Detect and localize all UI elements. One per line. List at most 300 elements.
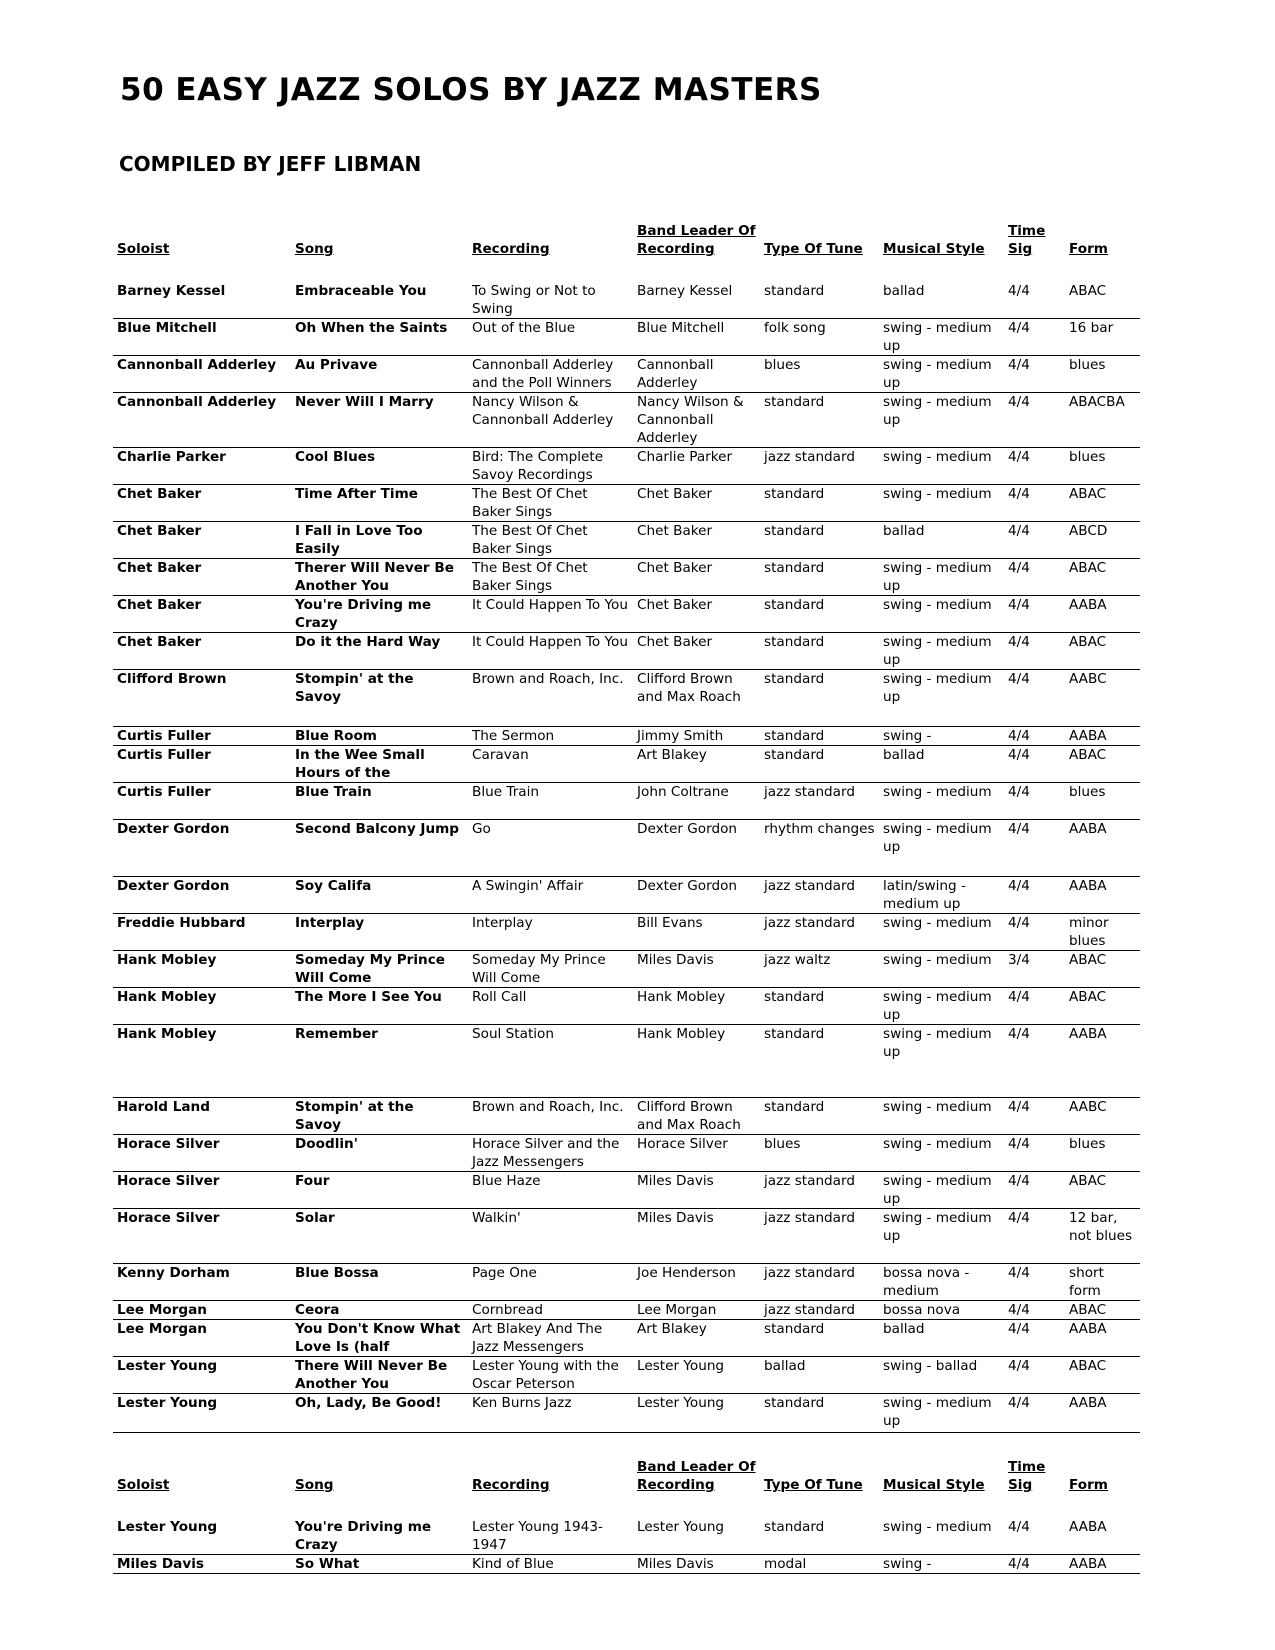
cell-recording: Caravan — [468, 746, 633, 783]
cell-type-of-tune: jazz waltz — [760, 951, 879, 988]
cell-soloist: Chet Baker — [113, 596, 291, 633]
cell-time-sig: 4/4 — [1004, 1209, 1065, 1264]
cell-song: Do it the Hard Way — [291, 633, 468, 670]
cell-band-leader: Lester Young — [633, 1357, 760, 1394]
cell-musical-style: swing - medium — [879, 951, 1004, 988]
cell-recording: It Could Happen To You — [468, 633, 633, 670]
table-row — [113, 1264, 1140, 1301]
cell-band-leader: Barney Kessel — [633, 264, 760, 319]
cell-musical-style: ballad — [879, 1320, 1004, 1357]
cell-form: ABAC — [1065, 1301, 1140, 1320]
cell-time-sig: 4/4 — [1004, 1357, 1065, 1394]
cell-song: You're Driving me Crazy — [291, 1500, 468, 1555]
cell-recording: The Best Of Chet Baker Sings — [468, 522, 633, 559]
cell-soloist: Harold Land — [113, 1098, 291, 1135]
cell-musical-style: swing - medium up — [879, 1394, 1004, 1433]
cell-band-leader: Art Blakey — [633, 746, 760, 783]
table-header-row — [113, 1454, 1140, 1500]
header-time-sig: Time Sig — [1008, 223, 1046, 257]
header-form: Form — [1069, 1477, 1108, 1493]
cell-time-sig: 4/4 — [1004, 1394, 1065, 1433]
cell-type-of-tune: standard — [760, 596, 879, 633]
cell-type-of-tune: standard — [760, 1320, 879, 1357]
cell-musical-style: swing - medium up — [879, 820, 1004, 877]
page-subtitle: COMPILED BY JEFF LIBMAN — [119, 152, 422, 176]
table-row — [113, 1025, 1140, 1098]
cell-type-of-tune: jazz standard — [760, 1301, 879, 1320]
table-row — [113, 951, 1140, 988]
table-row — [113, 820, 1140, 877]
cell-time-sig: 4/4 — [1004, 783, 1065, 820]
cell-musical-style: swing - medium up — [879, 670, 1004, 727]
cell-time-sig: 4/4 — [1004, 485, 1065, 522]
cell-band-leader: Miles Davis — [633, 1209, 760, 1264]
table-row — [113, 1555, 1140, 1574]
cell-band-leader: Clifford Brown and Max Roach — [633, 670, 760, 727]
cell-band-leader: Joe Henderson — [633, 1264, 760, 1301]
cell-form: AABA — [1065, 1394, 1140, 1433]
cell-recording: Lester Young 1943-1947 — [468, 1500, 633, 1555]
cell-soloist: Hank Mobley — [113, 988, 291, 1025]
cell-soloist: Barney Kessel — [113, 264, 291, 319]
cell-type-of-tune: standard — [760, 633, 879, 670]
cell-song: Second Balcony Jump — [291, 820, 468, 877]
cell-soloist: Blue Mitchell — [113, 319, 291, 356]
cell-time-sig: 4/4 — [1004, 633, 1065, 670]
cell-song: Therer Will Never Be Another You — [291, 559, 468, 596]
cell-time-sig: 4/4 — [1004, 448, 1065, 485]
cell-form: ABAC — [1065, 485, 1140, 522]
cell-song: Oh, Lady, Be Good! — [291, 1394, 468, 1433]
cell-time-sig: 4/4 — [1004, 1555, 1065, 1574]
cell-band-leader: Dexter Gordon — [633, 820, 760, 877]
cell-band-leader: Lester Young — [633, 1394, 760, 1433]
cell-time-sig: 4/4 — [1004, 319, 1065, 356]
cell-soloist: Chet Baker — [113, 633, 291, 670]
cell-type-of-tune: standard — [760, 1394, 879, 1433]
cell-time-sig: 4/4 — [1004, 670, 1065, 727]
cell-type-of-tune: jazz standard — [760, 783, 879, 820]
cell-musical-style: ballad — [879, 522, 1004, 559]
header-recording: Recording — [472, 1477, 550, 1493]
table-header-row — [113, 218, 1140, 264]
cell-recording: Cornbread — [468, 1301, 633, 1320]
cell-band-leader: Nancy Wilson & Cannonball Adderley — [633, 393, 760, 448]
cell-type-of-tune: standard — [760, 1025, 879, 1098]
cell-type-of-tune: standard — [760, 727, 879, 746]
header-band-leader: Band Leader Of Recording — [637, 223, 756, 257]
cell-soloist: Hank Mobley — [113, 1025, 291, 1098]
cell-soloist: Kenny Dorham — [113, 1264, 291, 1301]
cell-band-leader: Hank Mobley — [633, 1025, 760, 1098]
cell-song: Never Will I Marry — [291, 393, 468, 448]
table-row — [113, 522, 1140, 559]
cell-time-sig: 4/4 — [1004, 820, 1065, 877]
cell-form: ABAC — [1065, 559, 1140, 596]
cell-song: I Fall in Love Too Easily — [291, 522, 468, 559]
cell-recording: The Best Of Chet Baker Sings — [468, 485, 633, 522]
cell-soloist: Cannonball Adderley — [113, 393, 291, 448]
cell-type-of-tune: blues — [760, 1135, 879, 1172]
cell-type-of-tune: ballad — [760, 1357, 879, 1394]
cell-band-leader: Art Blakey — [633, 1320, 760, 1357]
cell-musical-style: latin/swing - medium up — [879, 877, 1004, 914]
cell-musical-style: swing - medium — [879, 485, 1004, 522]
cell-song: Blue Room — [291, 727, 468, 746]
table-row — [113, 988, 1140, 1025]
cell-musical-style: swing - — [879, 1555, 1004, 1574]
cell-type-of-tune: standard — [760, 746, 879, 783]
cell-type-of-tune: standard — [760, 1500, 879, 1555]
cell-musical-style: swing - medium up — [879, 356, 1004, 393]
cell-type-of-tune: standard — [760, 559, 879, 596]
cell-band-leader: Blue Mitchell — [633, 319, 760, 356]
cell-recording: Horace Silver and the Jazz Messengers — [468, 1135, 633, 1172]
cell-time-sig: 4/4 — [1004, 1264, 1065, 1301]
cell-recording: Roll Call — [468, 988, 633, 1025]
cell-form: ABAC — [1065, 1172, 1140, 1209]
cell-time-sig: 4/4 — [1004, 1025, 1065, 1098]
cell-song: Someday My Prince Will Come — [291, 951, 468, 988]
solos-table-continued — [113, 1454, 1140, 1574]
cell-song: Blue Bossa — [291, 1264, 468, 1301]
header-recording: Recording — [472, 241, 550, 257]
cell-recording: Brown and Roach, Inc. — [468, 1098, 633, 1135]
cell-recording: Ken Burns Jazz — [468, 1394, 633, 1433]
cell-time-sig: 4/4 — [1004, 988, 1065, 1025]
table-row — [113, 596, 1140, 633]
cell-band-leader: Chet Baker — [633, 596, 760, 633]
cell-soloist: Charlie Parker — [113, 448, 291, 485]
table-row — [113, 670, 1140, 727]
cell-band-leader: Chet Baker — [633, 522, 760, 559]
cell-form: ABAC — [1065, 264, 1140, 319]
cell-soloist: Dexter Gordon — [113, 877, 291, 914]
cell-recording: Blue Train — [468, 783, 633, 820]
cell-type-of-tune: standard — [760, 264, 879, 319]
cell-song: Stompin' at the Savoy — [291, 670, 468, 727]
header-soloist: Soloist — [117, 241, 170, 257]
cell-soloist: Cannonball Adderley — [113, 356, 291, 393]
cell-type-of-tune: jazz standard — [760, 448, 879, 485]
cell-recording: A Swingin' Affair — [468, 877, 633, 914]
cell-musical-style: swing - medium up — [879, 1172, 1004, 1209]
cell-soloist: Miles Davis — [113, 1555, 291, 1574]
cell-type-of-tune: jazz standard — [760, 1264, 879, 1301]
cell-song: Interplay — [291, 914, 468, 951]
cell-song: Doodlin' — [291, 1135, 468, 1172]
cell-song: There Will Never Be Another You — [291, 1357, 468, 1394]
cell-form: 12 bar, not blues — [1065, 1209, 1140, 1264]
cell-time-sig: 4/4 — [1004, 1172, 1065, 1209]
cell-recording: Out of the Blue — [468, 319, 633, 356]
cell-time-sig: 4/4 — [1004, 1301, 1065, 1320]
cell-recording: It Could Happen To You — [468, 596, 633, 633]
cell-time-sig: 4/4 — [1004, 1098, 1065, 1135]
cell-band-leader: Hank Mobley — [633, 988, 760, 1025]
table-row — [113, 356, 1140, 393]
cell-soloist: Freddie Hubbard — [113, 914, 291, 951]
cell-musical-style: swing - medium — [879, 448, 1004, 485]
cell-musical-style: swing - medium up — [879, 1025, 1004, 1098]
cell-soloist: Lee Morgan — [113, 1301, 291, 1320]
cell-recording: Brown and Roach, Inc. — [468, 670, 633, 727]
cell-time-sig: 4/4 — [1004, 1135, 1065, 1172]
cell-soloist: Horace Silver — [113, 1135, 291, 1172]
cell-soloist: Curtis Fuller — [113, 746, 291, 783]
cell-recording: Go — [468, 820, 633, 877]
cell-form: ABCD — [1065, 522, 1140, 559]
cell-form: 16 bar — [1065, 319, 1140, 356]
cell-band-leader: Jimmy Smith — [633, 727, 760, 746]
cell-soloist: Lee Morgan — [113, 1320, 291, 1357]
cell-time-sig: 4/4 — [1004, 596, 1065, 633]
cell-form: AABA — [1065, 1320, 1140, 1357]
cell-recording: Interplay — [468, 914, 633, 951]
cell-type-of-tune: jazz standard — [760, 1172, 879, 1209]
table-row — [113, 448, 1140, 485]
cell-song: So What — [291, 1555, 468, 1574]
cell-recording: Page One — [468, 1264, 633, 1301]
header-type-of-tune: Type Of Tune — [764, 241, 863, 257]
cell-form: blues — [1065, 356, 1140, 393]
cell-recording: The Sermon — [468, 727, 633, 746]
table-row — [113, 559, 1140, 596]
cell-form: ABACBA — [1065, 393, 1140, 448]
cell-musical-style: swing - medium — [879, 914, 1004, 951]
cell-song: Remember — [291, 1025, 468, 1098]
cell-soloist: Chet Baker — [113, 485, 291, 522]
cell-time-sig: 4/4 — [1004, 1500, 1065, 1555]
cell-soloist: Lester Young — [113, 1394, 291, 1433]
cell-band-leader: Cannonball Adderley — [633, 356, 760, 393]
cell-musical-style: swing - ballad — [879, 1357, 1004, 1394]
cell-type-of-tune: standard — [760, 1098, 879, 1135]
cell-band-leader: Chet Baker — [633, 559, 760, 596]
cell-soloist: Lester Young — [113, 1357, 291, 1394]
cell-time-sig: 4/4 — [1004, 877, 1065, 914]
cell-time-sig: 3/4 — [1004, 951, 1065, 988]
cell-type-of-tune: standard — [760, 522, 879, 559]
cell-musical-style: swing - medium up — [879, 559, 1004, 596]
cell-time-sig: 4/4 — [1004, 746, 1065, 783]
cell-musical-style: swing - medium up — [879, 319, 1004, 356]
header-time-sig: Time Sig — [1008, 1459, 1046, 1493]
cell-form: minor blues — [1065, 914, 1140, 951]
cell-musical-style: swing - medium up — [879, 1209, 1004, 1264]
cell-song: Ceora — [291, 1301, 468, 1320]
cell-soloist: Dexter Gordon — [113, 820, 291, 877]
cell-soloist: Horace Silver — [113, 1172, 291, 1209]
cell-recording: Walkin' — [468, 1209, 633, 1264]
cell-recording: Nancy Wilson & Cannonball Adderley — [468, 393, 633, 448]
cell-band-leader: Horace Silver — [633, 1135, 760, 1172]
cell-band-leader: Lee Morgan — [633, 1301, 760, 1320]
cell-song: The More I See You — [291, 988, 468, 1025]
cell-band-leader: Clifford Brown and Max Roach — [633, 1098, 760, 1135]
cell-form: short form — [1065, 1264, 1140, 1301]
cell-musical-style: swing - medium — [879, 1098, 1004, 1135]
cell-time-sig: 4/4 — [1004, 559, 1065, 596]
cell-soloist: Curtis Fuller — [113, 783, 291, 820]
cell-band-leader: Bill Evans — [633, 914, 760, 951]
table-row — [113, 485, 1140, 522]
header-soloist: Soloist — [117, 1477, 170, 1493]
cell-musical-style: bossa nova — [879, 1301, 1004, 1320]
cell-band-leader: John Coltrane — [633, 783, 760, 820]
cell-recording: The Best Of Chet Baker Sings — [468, 559, 633, 596]
cell-musical-style: swing - medium up — [879, 633, 1004, 670]
table-row — [113, 914, 1140, 951]
cell-form: blues — [1065, 448, 1140, 485]
cell-musical-style: bossa nova - medium — [879, 1264, 1004, 1301]
cell-form: ABAC — [1065, 951, 1140, 988]
cell-time-sig: 4/4 — [1004, 393, 1065, 448]
cell-band-leader: Miles Davis — [633, 1555, 760, 1574]
cell-type-of-tune: standard — [760, 988, 879, 1025]
header-type-of-tune: Type Of Tune — [764, 1477, 863, 1493]
cell-form: AABA — [1065, 1555, 1140, 1574]
cell-musical-style: ballad — [879, 746, 1004, 783]
cell-form: ABAC — [1065, 988, 1140, 1025]
solos-table — [113, 218, 1140, 1433]
cell-musical-style: ballad — [879, 264, 1004, 319]
cell-recording: Cannonball Adderley and the Poll Winners — [468, 356, 633, 393]
cell-recording: Someday My Prince Will Come — [468, 951, 633, 988]
cell-recording: Soul Station — [468, 1025, 633, 1098]
cell-type-of-tune: blues — [760, 356, 879, 393]
cell-form: ABAC — [1065, 746, 1140, 783]
cell-soloist: Clifford Brown — [113, 670, 291, 727]
cell-recording: Lester Young with the Oscar Peterson — [468, 1357, 633, 1394]
cell-song: Time After Time — [291, 485, 468, 522]
cell-type-of-tune: standard — [760, 670, 879, 727]
cell-musical-style: swing - medium — [879, 783, 1004, 820]
cell-form: AABA — [1065, 820, 1140, 877]
cell-form: blues — [1065, 783, 1140, 820]
cell-recording: Kind of Blue — [468, 1555, 633, 1574]
cell-time-sig: 4/4 — [1004, 356, 1065, 393]
cell-song: Four — [291, 1172, 468, 1209]
cell-recording: Bird: The Complete Savoy Recordings — [468, 448, 633, 485]
cell-band-leader: Miles Davis — [633, 951, 760, 988]
cell-form: AABA — [1065, 727, 1140, 746]
table-row — [113, 1098, 1140, 1135]
cell-song: Soy Califa — [291, 877, 468, 914]
cell-type-of-tune: jazz standard — [760, 914, 879, 951]
header-song: Song — [295, 1477, 334, 1493]
cell-recording: To Swing or Not to Swing — [468, 264, 633, 319]
table-row — [113, 319, 1140, 356]
cell-soloist: Chet Baker — [113, 522, 291, 559]
header-song: Song — [295, 241, 334, 257]
cell-form: AABC — [1065, 1098, 1140, 1135]
cell-recording: Blue Haze — [468, 1172, 633, 1209]
cell-time-sig: 4/4 — [1004, 727, 1065, 746]
cell-musical-style: swing - medium up — [879, 988, 1004, 1025]
cell-form: blues — [1065, 1135, 1140, 1172]
cell-song: Blue Train — [291, 783, 468, 820]
cell-type-of-tune: jazz standard — [760, 1209, 879, 1264]
cell-band-leader: Lester Young — [633, 1500, 760, 1555]
cell-musical-style: swing - medium — [879, 1135, 1004, 1172]
cell-type-of-tune: standard — [760, 393, 879, 448]
cell-type-of-tune: rhythm changes — [760, 820, 879, 877]
header-musical-style: Musical Style — [883, 241, 985, 257]
cell-song: You're Driving me Crazy — [291, 596, 468, 633]
table-row — [113, 1357, 1140, 1394]
cell-musical-style: swing - medium — [879, 596, 1004, 633]
cell-song: Au Privave — [291, 356, 468, 393]
cell-song: Solar — [291, 1209, 468, 1264]
cell-musical-style: swing - medium up — [879, 393, 1004, 448]
cell-song: You Don't Know What Love Is (half — [291, 1320, 468, 1357]
table-row — [113, 1394, 1140, 1433]
cell-musical-style: swing - — [879, 727, 1004, 746]
header-musical-style: Musical Style — [883, 1477, 985, 1493]
table-row — [113, 393, 1140, 448]
cell-time-sig: 4/4 — [1004, 522, 1065, 559]
cell-band-leader: Chet Baker — [633, 485, 760, 522]
table-row — [113, 1135, 1140, 1172]
cell-type-of-tune: folk song — [760, 319, 879, 356]
cell-type-of-tune: jazz standard — [760, 877, 879, 914]
table-row — [113, 1301, 1140, 1320]
cell-recording: Art Blakey And The Jazz Messengers — [468, 1320, 633, 1357]
cell-band-leader: Charlie Parker — [633, 448, 760, 485]
cell-time-sig: 4/4 — [1004, 1320, 1065, 1357]
table-row — [113, 1320, 1140, 1357]
cell-band-leader: Chet Baker — [633, 633, 760, 670]
cell-form: AABA — [1065, 877, 1140, 914]
cell-song: Embraceable You — [291, 264, 468, 319]
cell-form: ABAC — [1065, 633, 1140, 670]
table-row — [113, 1500, 1140, 1555]
cell-band-leader: Miles Davis — [633, 1172, 760, 1209]
cell-song: Cool Blues — [291, 448, 468, 485]
table-row — [113, 746, 1140, 783]
cell-type-of-tune: modal — [760, 1555, 879, 1574]
table-row — [113, 1209, 1140, 1264]
header-form: Form — [1069, 241, 1108, 257]
page-title: 50 EASY JAZZ SOLOS BY JAZZ MASTERS — [120, 72, 822, 108]
cell-form: AABA — [1065, 1500, 1140, 1555]
table-row — [113, 877, 1140, 914]
cell-soloist: Hank Mobley — [113, 951, 291, 988]
cell-type-of-tune: standard — [760, 485, 879, 522]
cell-soloist: Chet Baker — [113, 559, 291, 596]
cell-musical-style: swing - medium — [879, 1500, 1004, 1555]
cell-song: Stompin' at the Savoy — [291, 1098, 468, 1135]
table-row — [113, 633, 1140, 670]
header-band-leader: Band Leader Of Recording — [637, 1459, 756, 1493]
cell-soloist: Lester Young — [113, 1500, 291, 1555]
cell-soloist: Horace Silver — [113, 1209, 291, 1264]
cell-band-leader: Dexter Gordon — [633, 877, 760, 914]
cell-form: AABC — [1065, 670, 1140, 727]
table-row — [113, 1172, 1140, 1209]
cell-form: AABA — [1065, 596, 1140, 633]
cell-soloist: Curtis Fuller — [113, 727, 291, 746]
cell-song: Oh When the Saints — [291, 319, 468, 356]
cell-time-sig: 4/4 — [1004, 914, 1065, 951]
table-row — [113, 727, 1140, 746]
cell-form: AABA — [1065, 1025, 1140, 1098]
cell-time-sig: 4/4 — [1004, 264, 1065, 319]
cell-song: In the Wee Small Hours of the — [291, 746, 468, 783]
table-row — [113, 264, 1140, 319]
table-row — [113, 783, 1140, 820]
